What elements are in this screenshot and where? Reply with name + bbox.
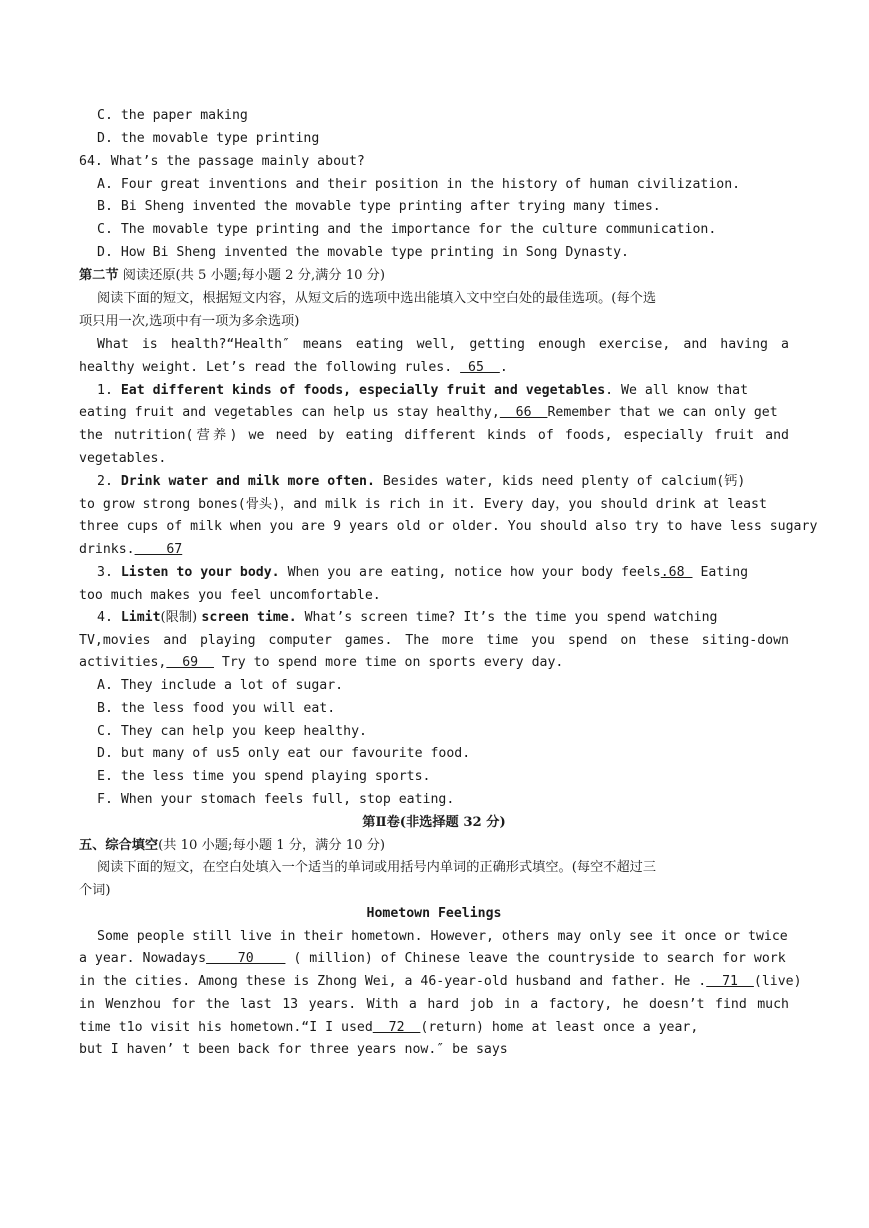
passage-text: drinks. — [79, 542, 135, 557]
passage-text: . — [499, 360, 508, 375]
passage-line: vegetables. — [79, 451, 167, 466]
passage-text: (return) home at least once a year, — [420, 1020, 699, 1035]
option-line: B. the less food you will eat. — [97, 701, 336, 716]
blank-68: .68 — [660, 565, 693, 580]
passage-text: in the cities. Among these is Zhong Wei, a 46-year-old husband and father. He . — [79, 974, 707, 989]
option-line: D. the movable type printing — [97, 131, 320, 146]
option-line: B. Bi Sheng invented the movable type printing after trying many times. — [97, 199, 661, 214]
passage-text: Besides water, kids need plenty of calcium(钙) — [374, 474, 746, 489]
section-heading-label: 五、综合填空 — [79, 838, 159, 853]
rule-title: Listen to your body. — [120, 565, 280, 580]
instruction-line: 阅读下面的短文，根据短文内容，从短文后的选项中选出能填入文中空白处的最佳选项。(每个选 — [97, 291, 657, 306]
rule-2-line — [79, 471, 789, 494]
passage-text: . We all know that — [605, 383, 749, 398]
passage-text: activities, — [79, 655, 167, 670]
passage-line — [79, 539, 789, 562]
section-heading-info: 阅读还原(共 5 小题;每小题 2 分,满分 10 分) — [118, 268, 386, 283]
option-line: D. How Bi Sheng invented the movable type printing in Song Dynasty. — [97, 245, 629, 260]
passage-text: Try to spend more time on sports every day. — [213, 655, 564, 670]
passage-text: What’s screen time? It’s the time you spend watching — [296, 610, 718, 625]
passage-line: TV,movies and playing computer games. The more time you spend on these siting-down — [79, 633, 789, 648]
passage-line: the nutrition(营养) we need by eating different kinds of foods, especially fruit and — [79, 428, 789, 443]
blank-67: 67 — [134, 542, 183, 557]
instruction-line: 项只用一次,选项中有一项为多余选项) — [79, 314, 300, 329]
rule-3-line — [79, 562, 789, 585]
passage-text: a year. Nowadays — [79, 951, 207, 966]
rule-4-line — [79, 607, 789, 630]
option-line: F. When your stomach feels full, stop eating. — [97, 792, 455, 807]
option-line: A. Four great inventions and their position in the history of human civilization. — [97, 177, 741, 192]
passage-line: too much makes you feel uncomfortable. — [79, 588, 381, 603]
rule-number: 3. — [97, 565, 121, 580]
passage-line: to grow strong bones(骨头)，and milk is rich in it. Every day，you should drink at least — [79, 497, 767, 512]
instruction-line: 个词) — [79, 883, 111, 898]
passage-line: What is health?“Health″ means eating well, getting enough exercise, and having a — [97, 337, 789, 352]
rule-number: 2. — [97, 474, 121, 489]
rule-number: 4. — [97, 610, 121, 625]
option-line: E. the less time you spend playing sports. — [97, 769, 431, 784]
blank-70: 70 — [206, 951, 286, 966]
passage-line: three cups of milk when you are 9 years old or older. You should also try to have less sugary — [79, 519, 818, 534]
passage-text: When you are eating, notice how your body feels — [279, 565, 661, 580]
passage-line: in Wenzhou for the last 13 years. With a hard job in a factory, he doesn’t find much — [79, 997, 789, 1012]
option-line: C. They can help you keep healthy. — [97, 724, 367, 739]
passage-line — [79, 652, 789, 675]
passage-line — [79, 357, 789, 380]
blank-65: 65 — [460, 360, 500, 375]
section-heading-label: 第二节 — [79, 268, 119, 283]
blank-69: 69 — [166, 655, 214, 670]
rule-title: Eat different kinds of foods, especially fruit and vegetables — [120, 383, 606, 398]
passage-line — [79, 971, 802, 994]
section-2-heading — [79, 265, 789, 288]
passage-text: Eating — [692, 565, 749, 580]
passage-line: Some people still live in their hometown. However, others may only see it once or twice — [97, 929, 788, 944]
passage-line: but I haven’ t been back for three years now.″ be says — [79, 1042, 508, 1057]
section-heading-info: (共 10 小题;每小题 1 分，满分 10 分) — [158, 838, 386, 853]
passage-text: eating fruit and vegetables can help us stay healthy, — [79, 405, 500, 420]
rule-title: Drink water and milk more often. — [120, 474, 375, 489]
passage-text: Remember that we can only get — [547, 405, 778, 420]
blank-71: 71 — [706, 974, 754, 989]
rule-title: screen time. — [201, 610, 297, 625]
part-2-title: 第Ⅱ卷(非选择题 32 分) — [362, 815, 506, 830]
rule-1-line — [79, 380, 789, 403]
option-line: C. The movable type printing and the importance for the culture communication. — [97, 222, 717, 237]
question-64-stem: 64. What’s the passage mainly about? — [79, 154, 365, 169]
passage-text: time t1o visit his hometown.“I I used — [79, 1020, 373, 1035]
section-5-heading — [79, 835, 789, 858]
blank-66: 66 — [499, 405, 548, 420]
option-line: C. the paper making — [97, 108, 248, 123]
passage-text: (限制) — [160, 610, 202, 625]
option-line: D. but many of us5 only eat our favourite food. — [97, 746, 471, 761]
passage-text: (live) — [753, 974, 802, 989]
option-line: A. They include a lot of sugar. — [97, 678, 344, 693]
passage-title: Hometown Feelings — [366, 906, 502, 921]
passage-text: ( million) of Chinese leave the countryside to search for work — [285, 951, 786, 966]
rule-title: Limit — [120, 610, 161, 625]
passage-line — [79, 948, 789, 971]
rule-number: 1. — [97, 383, 121, 398]
instruction-line: 阅读下面的短文，在空白处填入一个适当的单词或用括号内单词的正确形式填空。(每空不超过三 — [97, 860, 657, 875]
passage-line — [79, 402, 789, 425]
blank-72: 72 — [372, 1020, 421, 1035]
passage-line — [79, 1017, 789, 1040]
passage-text: healthy weight. Let’s read the following rules. — [79, 360, 461, 375]
